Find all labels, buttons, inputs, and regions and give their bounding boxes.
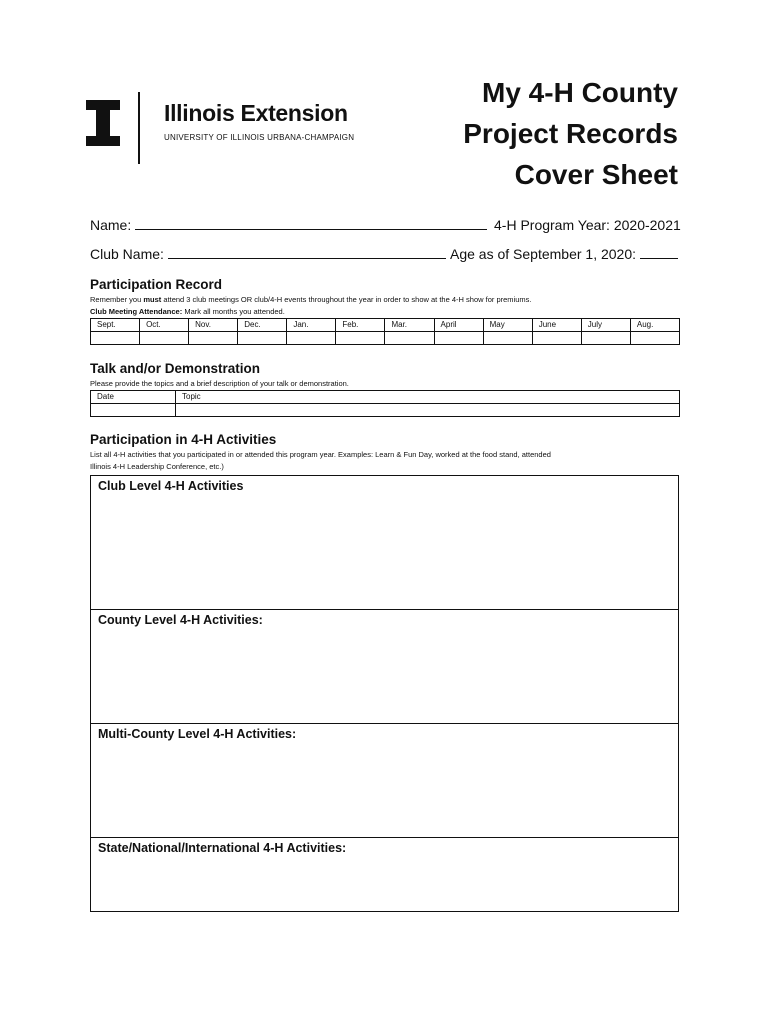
club-name-input-line[interactable] [168,246,446,259]
month-attendance-cell[interactable] [238,332,287,345]
month-attendance-cell[interactable] [483,332,532,345]
month-header-cell: Sept. [91,319,140,332]
county-level-section[interactable] [91,609,678,723]
month-header-cell: April [434,319,483,332]
title-line-2: Project Records [463,118,678,149]
month-attendance-cell[interactable] [385,332,434,345]
attendance-table [90,318,680,345]
county-level-label: County Level 4-H Activities: [98,613,263,627]
talk-topic-header: Topic [176,391,680,404]
talk-entry-row [91,404,680,417]
club-level-section[interactable] [91,476,678,609]
title-line-1: My 4-H County [482,77,678,108]
month-header-cell: Jan. [287,319,336,332]
month-header-cell: Aug. [630,319,679,332]
age-label: Age as of September 1, 2020: [450,246,637,262]
month-attendance-cell[interactable] [581,332,630,345]
month-attendance-cell[interactable] [287,332,336,345]
activities-note-line-1: List all 4-H activities that you participated in or attended this program year. Examples: Learn & Fun Day, worked at the food stand, attended [90,450,551,459]
club-name-field-row [90,246,446,262]
talk-date-cell[interactable] [91,404,176,417]
participation-record-heading: Participation Record [90,277,223,292]
state-national-level-section[interactable] [91,837,678,912]
multi-county-level-label: Multi-County Level 4-H Activities: [98,727,297,741]
name-input-line[interactable] [135,217,487,230]
talk-header-row [91,391,680,404]
month-attendance-cell[interactable] [532,332,581,345]
month-attendance-cell[interactable] [336,332,385,345]
month-attendance-cell[interactable] [434,332,483,345]
name-label: Name: [90,217,132,233]
block-i-icon [86,100,120,146]
month-header-cell: Oct. [140,319,189,332]
activities-box [90,475,679,912]
activities-note-line-2: Illinois 4-H Leadership Conference, etc.) [90,462,224,471]
age-input-line[interactable] [640,246,678,259]
program-year: 4-H Program Year: 2020-2021 [494,217,681,233]
month-attendance-cell[interactable] [140,332,189,345]
month-attendance-cell[interactable] [91,332,140,345]
month-attendance-cell[interactable] [189,332,238,345]
month-header-row [91,319,680,332]
logo-divider [138,92,140,164]
month-check-row [91,332,680,345]
state-national-level-label: State/National/International 4-H Activities: [98,841,347,855]
talk-demonstration-heading: Talk and/or Demonstration [90,361,261,376]
club-level-label: Club Level 4-H Activities [98,479,244,493]
logo-name: Illinois Extension [164,100,348,126]
name-field-row [90,217,487,233]
title-line-3: Cover Sheet [514,159,678,190]
illinois-extension-logo [86,92,376,172]
month-header-cell: Mar. [385,319,434,332]
activities-heading: Participation in 4-H Activities [90,432,277,447]
attendance-note: Club Meeting Attendance: Mark all months you attended. [90,307,285,316]
month-header-cell: Feb. [336,319,385,332]
talk-topic-cell[interactable] [176,404,680,417]
club-name-label: Club Name: [90,246,164,262]
month-header-cell: June [532,319,581,332]
logo-subtitle: UNIVERSITY OF ILLINOIS URBANA-CHAMPAIGN [164,133,355,142]
month-attendance-cell[interactable] [630,332,679,345]
multi-county-level-section[interactable] [91,723,678,837]
age-field-row [450,246,678,262]
month-header-cell: May [483,319,532,332]
month-header-cell: Nov. [189,319,238,332]
participation-note: Remember you must attend 3 club meetings OR club/4-H events throughout the year in order to show at the 4-H show for premiums. [90,295,532,304]
month-header-cell: Dec. [238,319,287,332]
talk-table [90,390,680,417]
page-title [463,72,678,195]
talk-note: Please provide the topics and a brief description of your talk or demonstration. [90,379,349,388]
talk-date-header: Date [91,391,176,404]
month-header-cell: July [581,319,630,332]
